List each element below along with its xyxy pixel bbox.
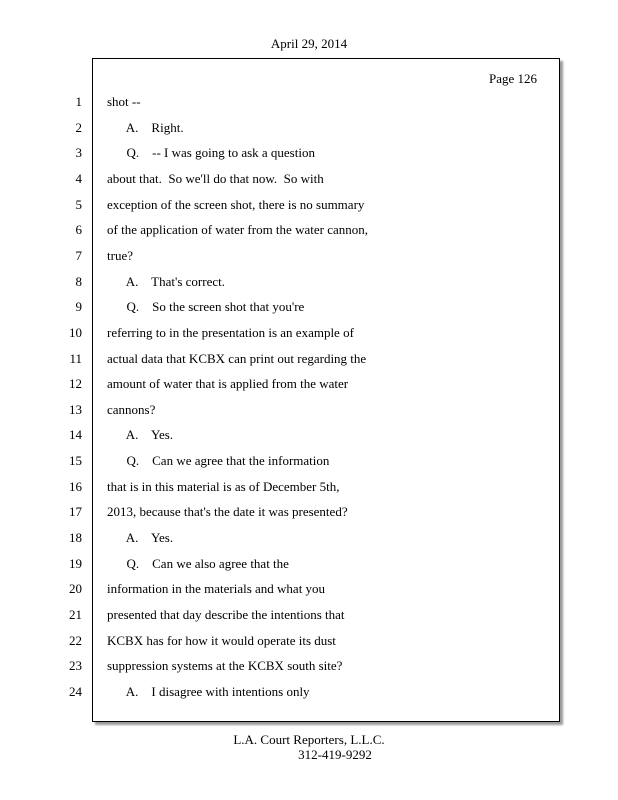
line-number: 10 <box>69 325 82 340</box>
line-number: 4 <box>75 171 82 186</box>
line-number: 3 <box>75 145 82 160</box>
page-number: Page 126 <box>488 71 537 86</box>
line-text: suppression systems at the KCBX south site? <box>107 658 343 673</box>
line-number: 19 <box>69 556 82 571</box>
line-text: that is in this material is as of December 5th, <box>107 479 340 494</box>
line-text: about that. So we'll do that now. So with <box>107 171 324 186</box>
line-text: true? <box>107 248 133 263</box>
line-number: 16 <box>69 479 82 494</box>
line-number: 23 <box>69 658 82 673</box>
line-text: referring to in the presentation is an example of <box>107 325 354 340</box>
line-text: Q. So the screen shot that you're <box>107 299 305 314</box>
line-number: 17 <box>69 504 82 519</box>
line-text: shot -- <box>107 94 141 109</box>
line-text: 2013, because that's the date it was presented? <box>107 504 348 519</box>
line-number: 21 <box>69 607 82 622</box>
line-number: 22 <box>69 633 82 648</box>
line-text: cannons? <box>107 402 156 417</box>
line-number: 14 <box>69 427 82 442</box>
footer-phone: 312-419-9292 <box>298 747 372 762</box>
line-text: Q. -- I was going to ask a question <box>107 145 315 160</box>
line-text: of the application of water from the water cannon, <box>107 222 368 237</box>
line-text: A. I disagree with intentions only <box>107 684 310 699</box>
line-number: 1 <box>75 94 82 109</box>
header-date: April 29, 2014 <box>270 36 348 51</box>
line-number: 9 <box>75 299 82 314</box>
line-number: 20 <box>69 581 82 596</box>
line-text: Q. Can we also agree that the <box>107 556 289 571</box>
line-number: 12 <box>69 376 82 391</box>
line-text: A. Yes. <box>107 530 174 545</box>
line-text: A. That's correct. <box>107 274 225 289</box>
line-text: exception of the screen shot, there is no summary <box>107 197 365 212</box>
line-number: 11 <box>69 351 82 366</box>
line-text: information in the materials and what you <box>107 581 326 596</box>
line-text: A. Yes. <box>107 427 174 442</box>
line-number: 2 <box>75 120 82 135</box>
footer <box>0 732 618 762</box>
footer-company: L.A. Court Reporters, L.L.C. <box>233 732 385 747</box>
line-number: 18 <box>69 530 82 545</box>
line-text: amount of water that is applied from the water <box>107 376 349 391</box>
line-text: Q. Can we agree that the information <box>107 453 330 468</box>
line-number: 7 <box>75 248 82 263</box>
line-number: 24 <box>69 684 82 699</box>
line-number: 6 <box>75 222 82 237</box>
line-text: A. Right. <box>107 120 184 135</box>
line-text: presented that day describe the intentions that <box>107 607 345 622</box>
line-text: KCBX has for how it would operate its dust <box>107 633 336 648</box>
line-number: 5 <box>75 197 82 212</box>
line-number: 15 <box>69 453 82 468</box>
line-number: 8 <box>75 274 82 289</box>
line-number: 13 <box>69 402 82 417</box>
line-text: actual data that KCBX can print out regarding the <box>107 351 367 366</box>
